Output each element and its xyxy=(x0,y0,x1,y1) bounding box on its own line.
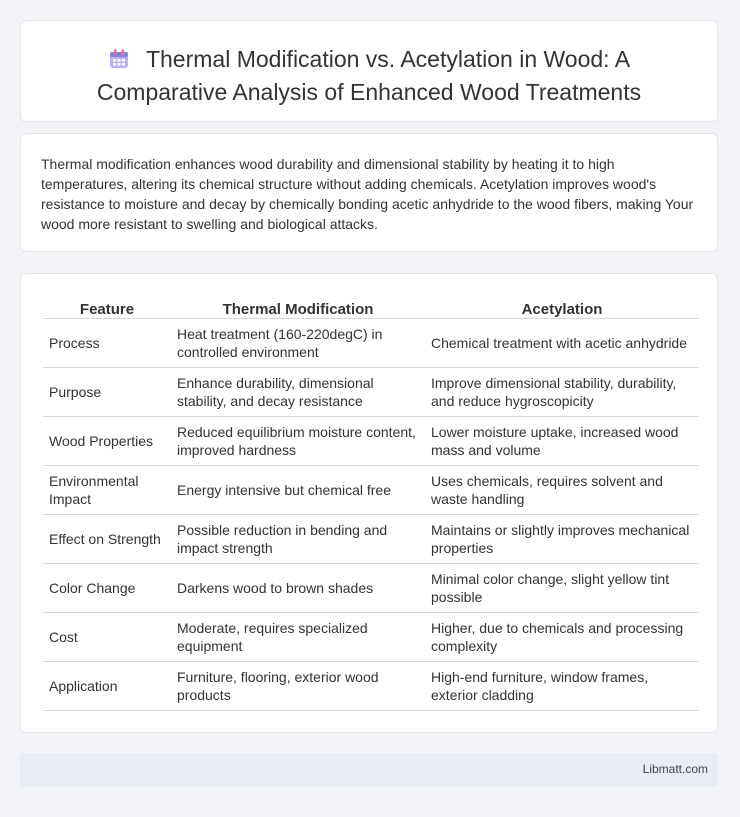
table-row xyxy=(43,368,699,417)
page-title xyxy=(21,21,717,107)
page-title-text: Thermal Modification vs. Acetylation in Wood: A Comparative Analysis of Enhanced Wood Treatments xyxy=(96,46,642,105)
row-thermal: Energy intensive but chemical free xyxy=(171,466,425,515)
comparison-table-card xyxy=(20,273,718,733)
row-acetylation: High-end furniture, window frames, exterior cladding xyxy=(425,662,699,711)
row-thermal: Reduced equilibrium moisture content, improved hardness xyxy=(171,417,425,466)
row-thermal: Heat treatment (160-220degC) in controlled environment xyxy=(171,319,425,368)
row-feature: Wood Properties xyxy=(43,417,171,466)
summary-text: Thermal modification enhances wood durability and dimensional stability by heating it to high temperatures, altering its chemical structure without adding chemicals. Acetylation improves wood's resistance to moisture and decay by chemically bonding acetic anhydride to the wood fibers, making Your wood more resistant to swelling and biological attacks. xyxy=(41,156,694,232)
row-acetylation: Maintains or slightly improves mechanical properties xyxy=(425,515,699,564)
row-feature: Application xyxy=(43,662,171,711)
row-feature: Cost xyxy=(43,613,171,662)
table-row xyxy=(43,564,699,613)
row-feature: Purpose xyxy=(43,368,171,417)
row-thermal: Darkens wood to brown shades xyxy=(171,564,425,613)
row-acetylation: Lower moisture uptake, increased wood mass and volume xyxy=(425,417,699,466)
row-acetylation: Higher, due to chemicals and processing complexity xyxy=(425,613,699,662)
title-card xyxy=(20,20,718,122)
table-header-row xyxy=(43,296,699,319)
table-row xyxy=(43,515,699,564)
header-feature: Feature xyxy=(43,296,171,319)
footer-brand[interactable]: Libmatt.com xyxy=(642,762,708,776)
row-acetylation: Uses chemicals, requires solvent and waste handling xyxy=(425,466,699,515)
row-feature: Effect on Strength xyxy=(43,515,171,564)
row-thermal: Possible reduction in bending and impact strength xyxy=(171,515,425,564)
summary-card xyxy=(20,133,718,252)
table-row xyxy=(43,466,699,515)
comparison-table xyxy=(43,296,699,711)
table-row xyxy=(43,417,699,466)
row-thermal: Enhance durability, dimensional stability, and decay resistance xyxy=(171,368,425,417)
row-thermal: Moderate, requires specialized equipment xyxy=(171,613,425,662)
table-row xyxy=(43,319,699,368)
row-feature: Process xyxy=(43,319,171,368)
row-thermal: Furniture, flooring, exterior wood products xyxy=(171,662,425,711)
table-row xyxy=(43,662,699,711)
row-acetylation: Minimal color change, slight yellow tint possible xyxy=(425,564,699,613)
header-acetylation: Acetylation xyxy=(425,296,699,319)
row-feature: Environmental Impact xyxy=(43,466,171,515)
header-thermal-modification: Thermal Modification xyxy=(171,296,425,319)
footer xyxy=(20,753,718,786)
row-feature: Color Change xyxy=(43,564,171,613)
table-row xyxy=(43,613,699,662)
row-acetylation: Chemical treatment with acetic anhydride xyxy=(425,319,699,368)
row-acetylation: Improve dimensional stability, durability, and reduce hygroscopicity xyxy=(425,368,699,417)
calendar-icon xyxy=(108,47,130,77)
